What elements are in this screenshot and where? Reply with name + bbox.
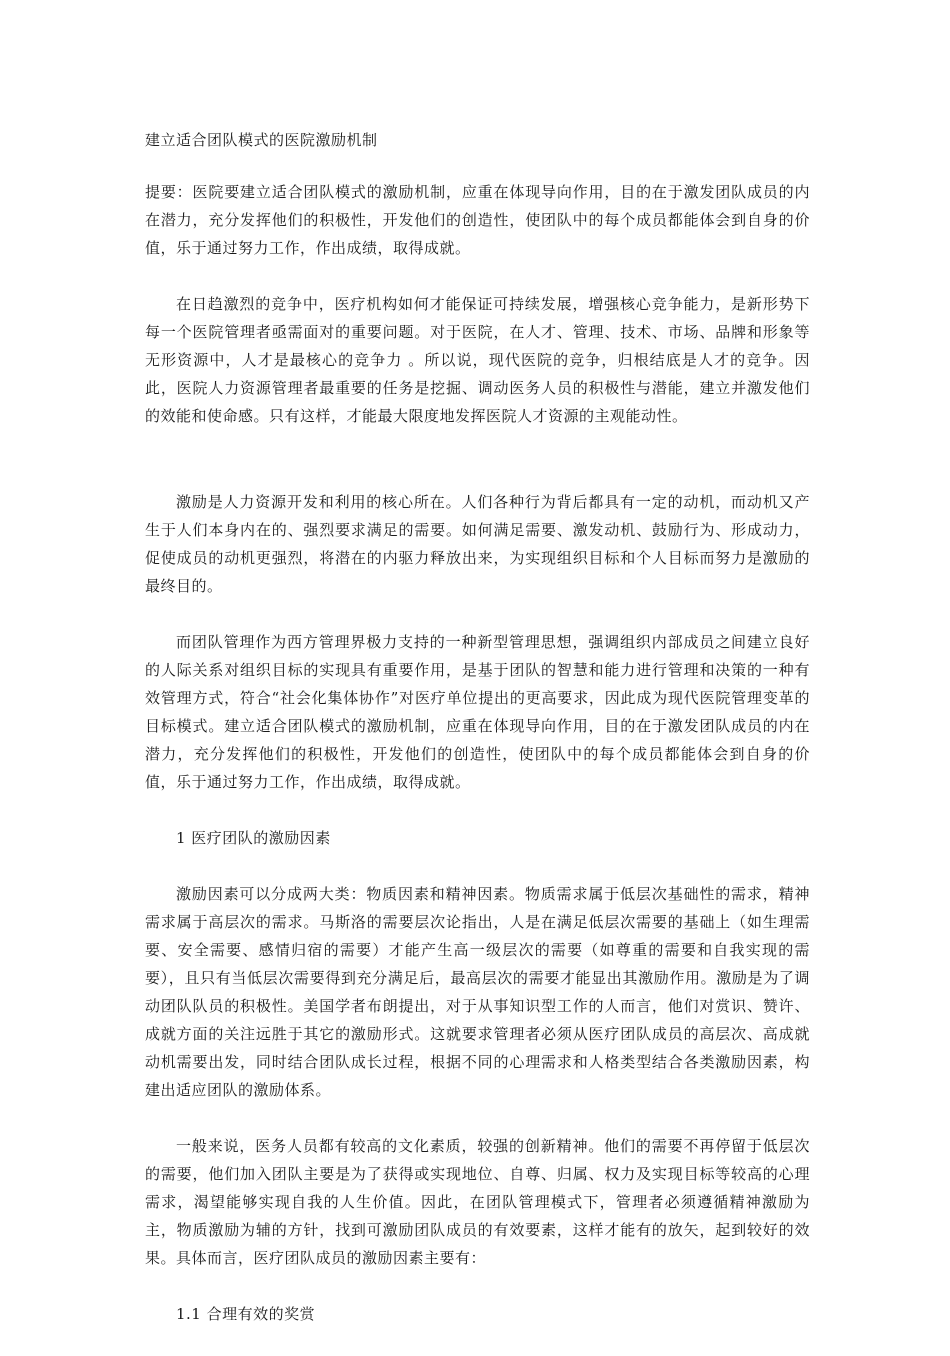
- section-1-paragraph-1: 激励因素可以分成两大类：物质因素和精神因素。物质需求属于低层次基础性的需求，精神需求属于高层次的需求。马斯洛的需要层次论指出，人是在满足低层次需要的基础上（如生理需要、安全需要、感情归宿的需要）才能产生高一级层次的需要（如尊重的需要和自我实现的需要），且只有当低层次需要得到充分满足后，最高层次的需要才能显出其激励作用。激励是为了调动团队队员的积极性。美国学者布朗提出，对于从事知识型工作的人而言，他们对赏识、赞许、成就方面的关注远胜于其它的激励形式。这就要求管理者必须从医疗团队成员的高层次、高成就动机需要出发，同时结合团队成长过程，根据不同的心理需求和人格类型结合各类激励因素，构建出适应团队的激励体系。: [145, 885, 810, 1099]
- abstract-paragraph: 提要：医院要建立适合团队模式的激励机制，应重在体现导向作用，目的在于激发团队成员的内在潜力，充分发挥他们的积极性，开发他们的创造性，使团队中的每个成员都能体会到自身的价值，乐于通过努力工作，作出成绩，取得成就。: [145, 183, 810, 257]
- section-1-heading: 1 医疗团队的激励因素: [176, 829, 331, 847]
- body-paragraph-1: 在日趋激烈的竞争中，医疗机构如何才能保证可持续发展，增强核心竞争能力，是新形势下每一个医院管理者亟需面对的重要问题。对于医院，在人才、管理、技术、市场、品牌和形象等无形资源中，人才是最核心的竞争力 。所以说，现代医院的竞争，归根结底是人才的竞争。因此，医院人力资源管理者最重要的任务是挖掘、调动医务人员的积极性与潜能，建立并激发他们的效能和使命感。只有这样，才能最大限度地发挥医院人才资源的主观能动性。: [145, 295, 810, 425]
- body-paragraph-2: 激励是人力资源开发和利用的核心所在。人们各种行为背后都具有一定的动机，而动机又产生于人们本身内在的、强烈要求满足的需要。如何满足需要、激发动机、鼓励行为、形成动力，促使成员的动机更强烈，将潜在的内驱力释放出来，为实现组织目标和个人目标而努力是激励的最终目的。: [145, 493, 810, 595]
- document-page: [145, 126, 810, 1356]
- paragraph-gap: [145, 458, 810, 488]
- section-1-1-heading: 1.1 合理有效的奖赏: [176, 1305, 316, 1323]
- document-title: 建立适合团队模式的医院激励机制: [145, 131, 378, 149]
- body-paragraph-3: 而团队管理作为西方管理界极力支持的一种新型管理思想，强调组织内部成员之间建立良好的人际关系对组织目标的实现具有重要作用，是基于团队的智慧和能力进行管理和决策的一种有效管理方式，符合“社会化集体协作”对医疗单位提出的更高要求，因此成为现代医院管理变革的目标模式。建立适合团队模式的激励机制，应重在体现导向作用，目的在于激发团队成员的内在潜力，充分发挥他们的积极性，开发他们的创造性，使团队中的每个成员都能体会到自身的价值，乐于通过努力工作，作出成绩，取得成就。: [145, 633, 810, 791]
- section-1-paragraph-2: 一般来说，医务人员都有较高的文化素质，较强的创新精神。他们的需要不再停留于低层次的需要，他们加入团队主要是为了获得或实现地位、自尊、归属、权力及实现目标等较高的心理需求，渴望能够实现自我的人生价值。因此，在团队管理模式下，管理者必须遵循精神激励为主，物质激励为辅的方针，找到可激励团队成员的有效要素，这样才能有的放矢，起到较好的效果。具体而言，医疗团队成员的激励因素主要有：: [145, 1137, 810, 1267]
